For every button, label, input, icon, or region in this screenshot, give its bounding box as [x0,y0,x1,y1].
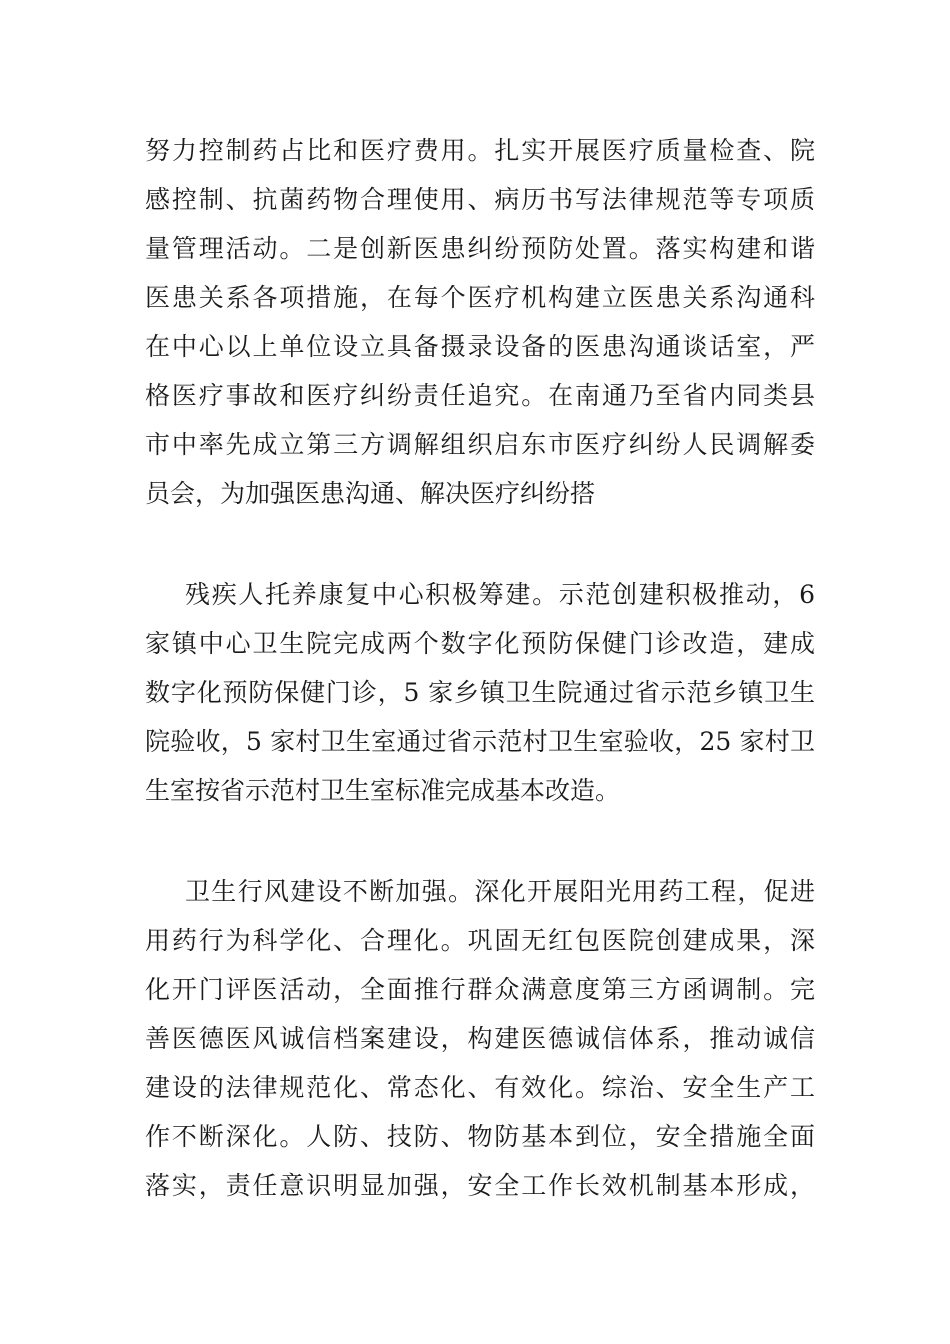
text-line: 数字化预防保健门诊，5 家乡镇卫生院通过省示范乡镇卫生 [145,678,815,707]
text-line: 落实，责任意识明显加强，安全工作长效机制基本形成， [145,1171,815,1200]
text-line: 生室按省示范村卫生室标准完成基本改造。 [145,776,621,805]
text-line: 建设的法律规范化、常态化、有效化。综治、安全生产工 [145,1073,815,1102]
text-line: 市中率先成立第三方调解组织启东市医疗纠纷人民调解委 [145,430,815,459]
text-line: 卫生行风建设不断加强。深化开展阳光用药工程，促进 [185,877,815,906]
text-line: 努力控制药占比和医疗费用。扎实开展医疗质量检查、院 [145,136,815,165]
text-line: 家镇中心卫生院完成两个数字化预防保健门诊改造，建成 [145,629,815,658]
text-line: 化开门评医活动，全面推行群众满意度第三方函调制。完 [145,975,815,1004]
text-line: 残疾人托养康复中心积极筹建。示范创建积极推动，6 [185,580,815,609]
text-line: 作不断深化。人防、技防、物防基本到位，安全措施全面 [145,1122,815,1151]
text-line: 格医疗事故和医疗纠纷责任追究。在南通乃至省内同类县 [145,381,815,410]
text-line: 医患关系各项措施，在每个医疗机构建立医患关系沟通科 [145,283,815,312]
text-line: 用药行为科学化、合理化。巩固无红包医院创建成果，深 [145,926,815,955]
text-line: 善医德医风诚信档案建设，构建医德诚信体系，推动诚信 [145,1024,815,1053]
text-line: 在中心以上单位设立具备摄录设备的医患沟通谈话室，严 [145,332,815,361]
text-line: 感控制、抗菌药物合理使用、病历书写法律规范等专项质 [145,185,815,214]
text-line: 院验收，5 家村卫生室通过省示范村卫生室验收，25 家村卫 [145,727,815,756]
text-line: 员会，为加强医患沟通、解决医疗纠纷搭 [145,479,596,508]
text-line: 量管理活动。二是创新医患纠纷预防处置。落实构建和谐 [145,234,815,263]
